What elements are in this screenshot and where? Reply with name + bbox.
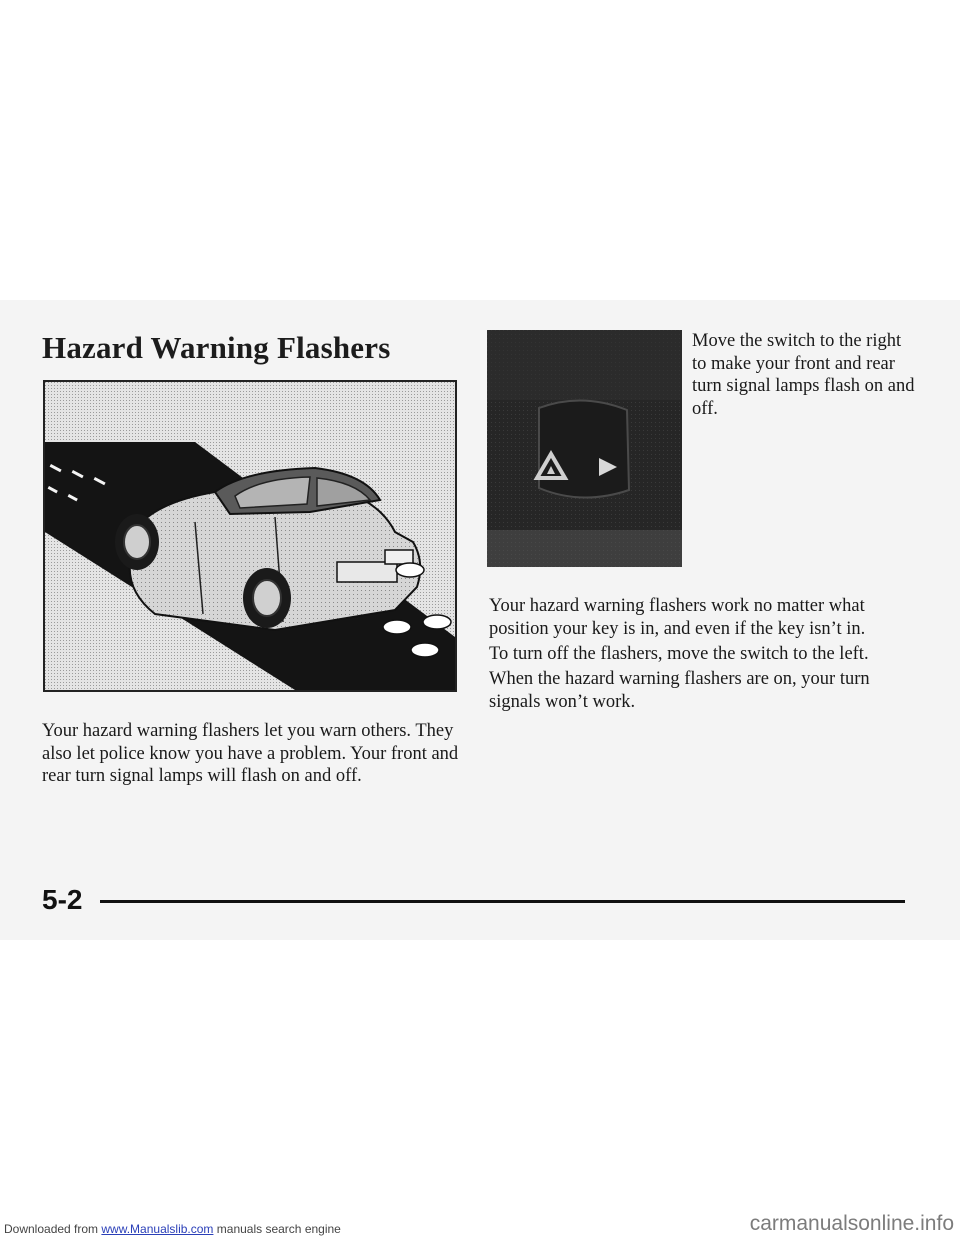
- car-illustration: [43, 380, 457, 692]
- download-footer: [4, 1222, 341, 1236]
- page-number: 5-2: [42, 884, 83, 915]
- hazard-switch-photo: [487, 330, 682, 567]
- turn-signal-paragraph: When the hazard warning flashers are on, your turn signals won’t work.: [489, 669, 870, 712]
- manualslib-link[interactable]: www.Manualslib.com: [101, 1222, 214, 1236]
- section-title: Hazard Warning Flashers: [42, 330, 391, 365]
- watermark: carmanualsonline.info: [749, 1212, 954, 1235]
- switch-caption: Move the switch to the right to make your front and rear turn signal lamps flash on and off.: [692, 331, 915, 419]
- intro-paragraph: Your hazard warning flashers let you warn others. They also let police know you have a problem. Your front and rear turn signal lamps will flash on and off.: [42, 721, 459, 786]
- footer-rule: [100, 900, 905, 903]
- footer-prefix: Downloaded from: [4, 1222, 102, 1236]
- key-paragraph: Your hazard warning flashers work no matter what position your key is in, and even if the key isn’t in.: [489, 596, 866, 639]
- turn-off-paragraph: To turn off the flashers, move the switch to the left.: [489, 644, 869, 664]
- footer-suffix: manuals search engine: [213, 1222, 341, 1236]
